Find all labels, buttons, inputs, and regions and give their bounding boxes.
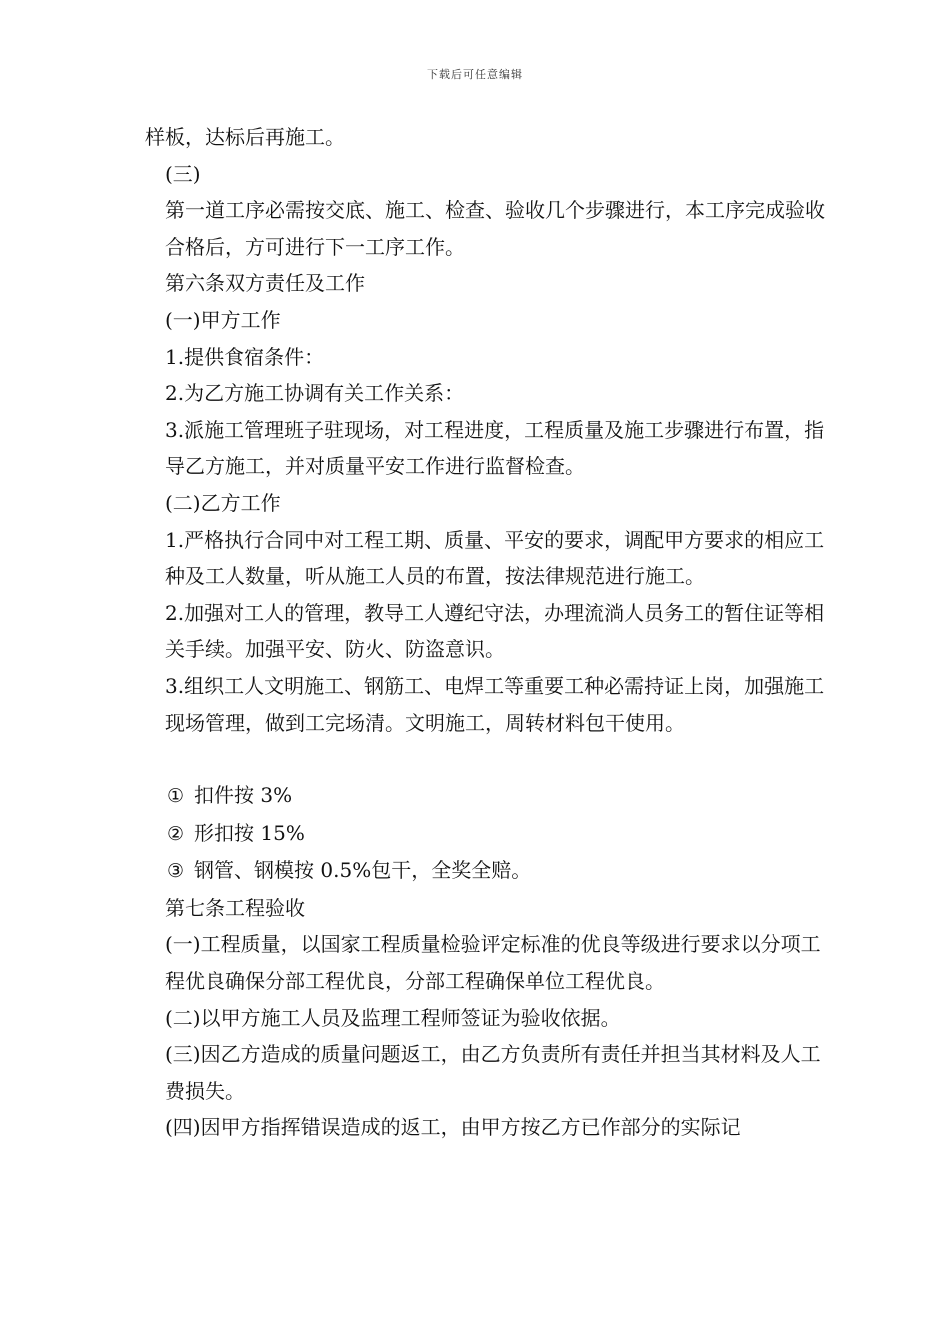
circled-number-3: ③ [167, 860, 185, 883]
circled-item-text: 形扣按 15% [194, 820, 305, 845]
circled-list-item [145, 852, 825, 890]
circled-number-1: ① [167, 785, 185, 808]
list-item: 2.为乙方施工协调有关工作关系： [165, 381, 465, 406]
paragraph: (三)因乙方造成的质量问题返工，由乙方负责所有责任并担当其材料及人工费损失。 [165, 1042, 821, 1103]
list-item: 1.提供食宿条件： [165, 344, 325, 369]
circled-item-text: 扣件按 3% [194, 783, 293, 808]
paragraph: (一)工程质量，以国家工程质量检验评定标准的优良等级进行要求以分项工程优良确保分部工程优良，分部工程确保单位工程优良。 [165, 932, 821, 994]
blank-line [145, 741, 825, 777]
paragraph: 样板，达标后再施工。 [145, 125, 345, 149]
section-heading: (二)乙方工作 [165, 490, 281, 515]
list-item: 3.派施工管理班子驻现场，对工程进度，工程质量及施工步骤进行布置，指导乙方施工，并对质量平安工作进行监督检查。 [165, 417, 825, 479]
circled-list-item [145, 815, 825, 853]
paragraph: (四)因甲方指挥错误造成的返工，由甲方按乙方已作部分的实际记 [165, 1115, 741, 1140]
paragraph: (二)以甲方施工人员及监理工程师签证为验收依据。 [165, 1005, 621, 1030]
circled-item-text: 钢管、钢模按 0.5%包干，全奖全赔。 [194, 858, 532, 883]
paragraph: 第一道工序必需按交底、施工、检查、验收几个步骤进行，本工序完成验收合格后，方可进行下一工序工作。 [165, 198, 825, 259]
list-item: 1.严格执行合同中对工程工期、质量、平安的要求，调配甲方要求的相应工种及工人数量，听从施工人员的布置，按法律规范进行施工。 [165, 527, 825, 589]
article-heading: 第七条工程验收 [165, 895, 305, 920]
section-heading: (一)甲方工作 [165, 307, 281, 332]
page-header-note: 下载后可任意编辑 [427, 68, 523, 81]
list-item: 3.组织工人文明施工、钢筋工、电焊工等重要工种必需持证上岗，加强施工现场管理，做到工完场清。文明施工，周转材料包干使用。 [165, 673, 825, 735]
list-item: 2.加强对工人的管理，教导工人遵纪守法，办理流淌人员务工的暂住证等相关手续。加强平安、防火、防盗意识。 [165, 600, 825, 662]
circled-number-2: ② [167, 822, 185, 845]
section-heading: (三) [165, 161, 201, 186]
article-heading: 第六条双方责任及工作 [165, 271, 365, 296]
circled-list-item [145, 777, 825, 815]
document-body [145, 119, 825, 1146]
